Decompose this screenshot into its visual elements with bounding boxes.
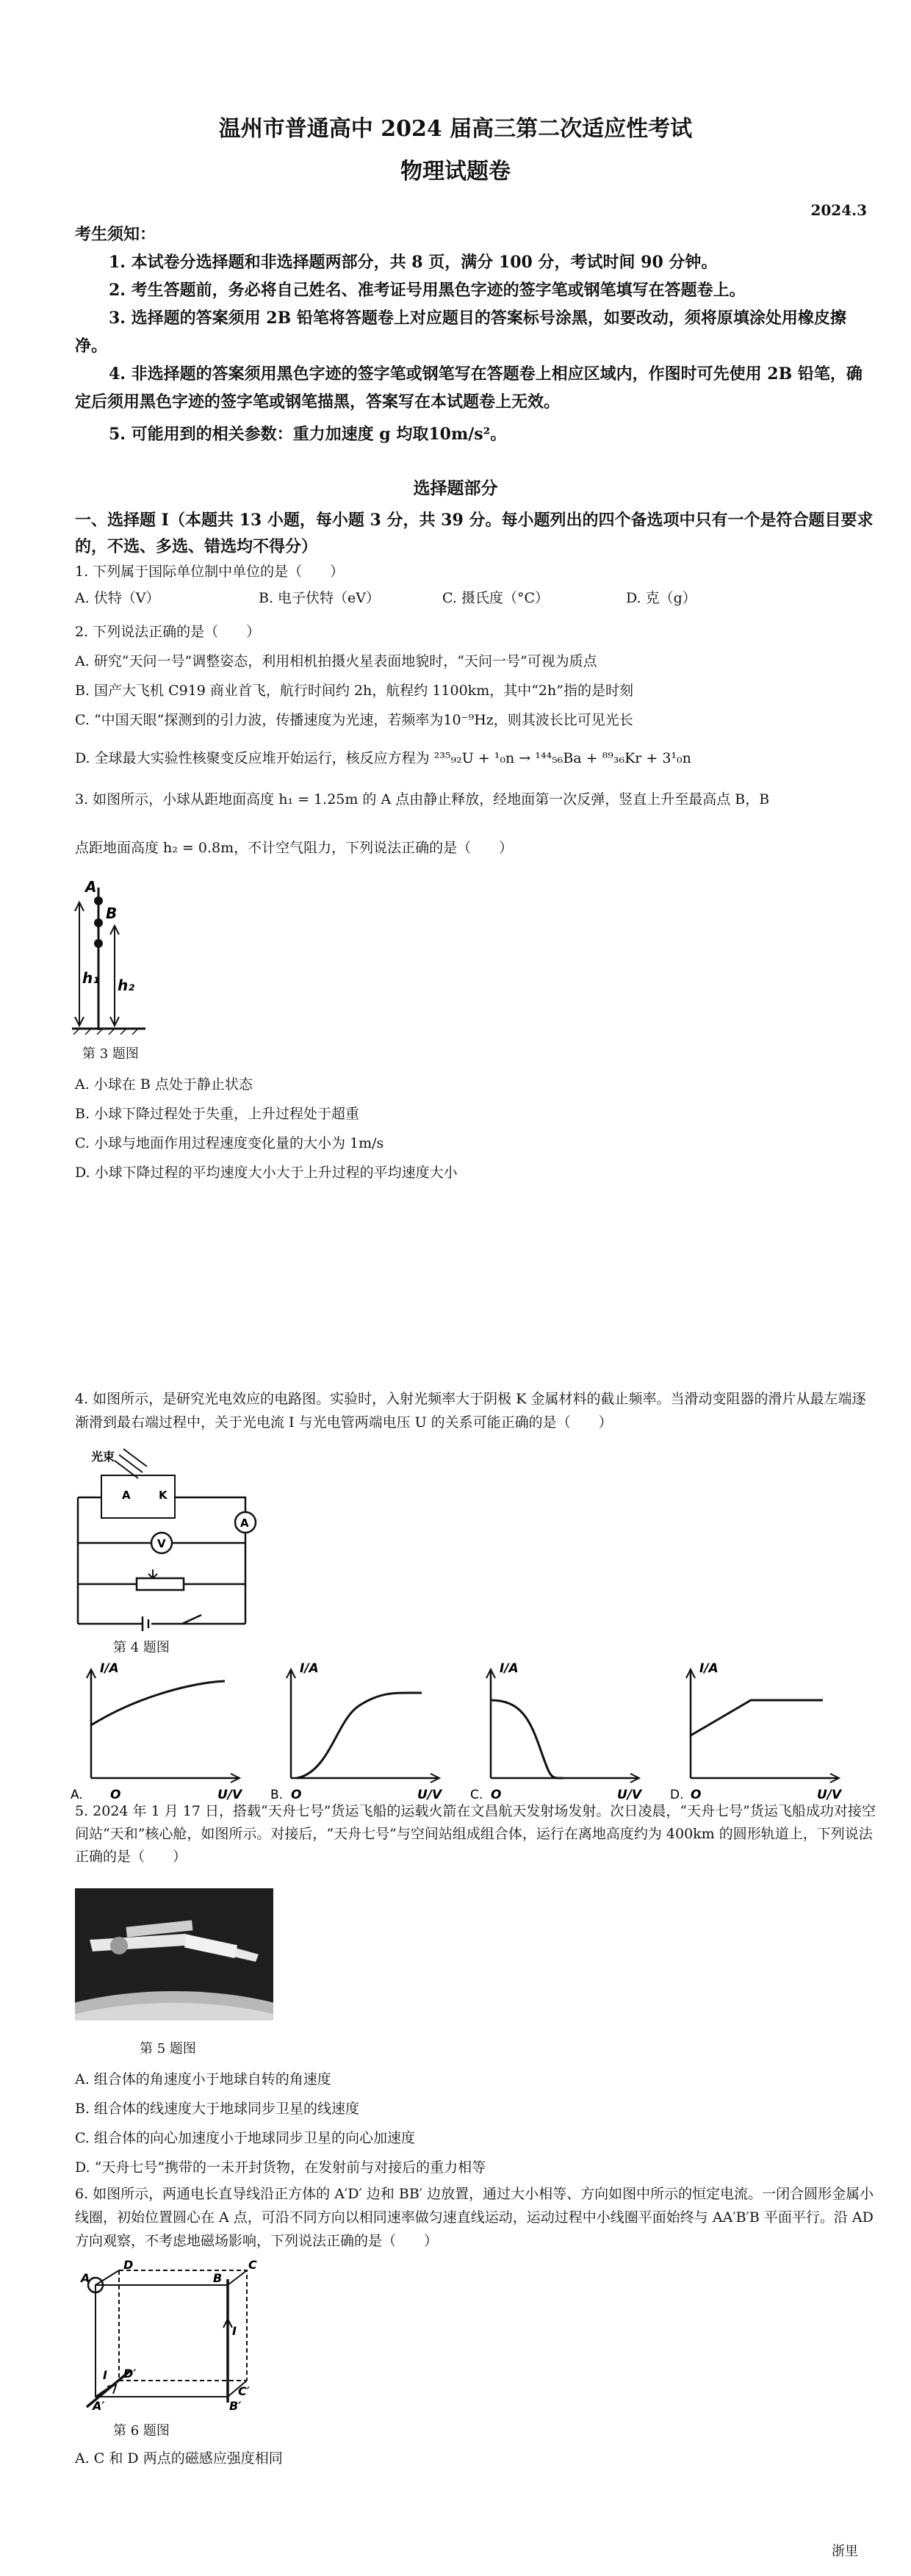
- section-title: 选择题部分: [413, 478, 498, 498]
- current-label: I: [232, 2324, 237, 2338]
- axis-x-label: U/V: [217, 1788, 242, 1802]
- axis-y-label: I/A: [699, 1662, 719, 1676]
- notice-item: 1. 本试卷分选择题和非选择题两部分，共 8 页，满分 100 分，考试时间 90 分钟。: [109, 253, 718, 272]
- axis-y-label: I/A: [300, 1662, 319, 1676]
- question-4: [75, 1387, 876, 1434]
- exam-title: 温州市普通高中 2024 届高三第二次适应性考试: [218, 116, 693, 142]
- option: C. 摄氏度（°C）: [442, 590, 549, 606]
- notice-heading: 考生须知：: [75, 225, 156, 244]
- origin-label: O: [110, 1788, 121, 1802]
- light-rays: [115, 1449, 147, 1478]
- figure-caption: 第 4 题图: [113, 1640, 170, 1655]
- option: B. 组合体的线速度大于地球同步卫星的线速度: [75, 2101, 360, 2117]
- axis-x-label: U/V: [417, 1788, 442, 1802]
- option: B. 小球下降过程处于失重，上升过程处于超重: [75, 1106, 360, 1122]
- ball-a: [94, 896, 103, 905]
- q4-circuit-figure: [72, 1440, 263, 1631]
- ball-b: [94, 918, 103, 927]
- option-letter: B.: [270, 1788, 284, 1802]
- axis-y-label: I/A: [500, 1662, 519, 1676]
- label-cathode: K: [159, 1489, 168, 1502]
- q3-figure: [72, 873, 153, 1036]
- axis-y-label: I/A: [100, 1662, 119, 1676]
- axis-x-label: U/V: [617, 1788, 642, 1802]
- option: A. 伏特（V）: [75, 590, 160, 606]
- graph-d: [670, 1662, 843, 1802]
- label-h1: h₁: [82, 969, 99, 987]
- slider: [148, 1569, 157, 1578]
- rheostat: [137, 1578, 184, 1590]
- option: C. 小球与地面作用过程速度变化量的大小为 1m/s: [75, 1135, 384, 1151]
- option-letter: D.: [670, 1788, 684, 1802]
- voltmeter-label: V: [157, 1537, 166, 1550]
- question-stem: 2. 下列说法正确的是（ ）: [75, 624, 261, 640]
- question-6: [75, 2182, 876, 2253]
- space-station-illustration: [75, 1888, 273, 2021]
- option: B. 国产大飞机 C919 商业首飞，航行时间约 2h，航程约 1100km，其中“2h”指的是时刻: [75, 683, 633, 699]
- option: B. 电子伏特（eV）: [259, 590, 381, 606]
- ball-mid: [94, 939, 103, 948]
- option: D. 全球最大实验性核聚变反应堆开始运行，核反应方程为 ²³⁵₉₂U + ¹₀n → ¹⁴⁴₅₆Ba + ⁸⁹₃₆Kr + 3¹₀n: [75, 750, 691, 766]
- q5-options: [75, 2065, 876, 2182]
- graph-b: [270, 1662, 443, 1802]
- q6-option-a: A. C 和 D 两点的磁感应强度相同: [75, 2450, 283, 2467]
- space-station-photo: [75, 1888, 273, 2021]
- curve-c: [491, 1700, 563, 1778]
- ammeter-label: A: [240, 1517, 249, 1530]
- question-stem: 5. 2024 年 1 月 17 日，搭载“天舟七号”货运飞船的运载火箭在文昌航天发射场发射。次日凌晨，“天舟七号”货运飞船成功对接空间站“天和”核心舱，如图所示。对接后，“天舟七号”与空间站组成组合体，运行在离地高度约为 400km 的圆形轨道上，下列说法正确的是（ ）: [75, 1803, 876, 1865]
- notice-item: 2. 考生答题前，务必将自己姓名、准考证号用黑色字迹的签字笔或钢笔填写在答题卷上。: [109, 281, 746, 300]
- option: A. 小球在 B 点处于静止状态: [75, 1076, 253, 1093]
- option: D. “天舟七号”携带的一未开封货物，在发射前与对接后的重力相等: [75, 2159, 486, 2176]
- option: A. 组合体的角速度小于地球自转的角速度: [75, 2071, 331, 2087]
- exam-subtitle: 物理试题卷: [400, 159, 511, 184]
- option: C. “中国天眼”探测到的引力波，传播速度为光速，若频率为10⁻⁹Hz，则其波长比可见光长: [75, 712, 633, 728]
- vertex-label: B′: [229, 2399, 242, 2413]
- origin-label: O: [491, 1788, 502, 1802]
- notice-item: 5. 可能用到的相关参数：重力加速度 g 均取10m/s²。: [109, 425, 507, 444]
- curve-d: [691, 1700, 823, 1735]
- option: A. 研究“天问一号”调整姿态，利用相机拍摄火星表面地貌时，“天问一号”可视为质点: [75, 653, 597, 669]
- graph-c: [470, 1662, 643, 1802]
- switch-icon: [182, 1615, 201, 1624]
- curve-a: [91, 1681, 225, 1725]
- origin-label: O: [691, 1788, 702, 1802]
- option-letter: C.: [470, 1788, 483, 1802]
- vertex-label: B: [213, 2271, 223, 2285]
- battery-icon: [143, 1616, 148, 1631]
- figure-caption: 第 3 题图: [82, 1046, 139, 1062]
- vertex-label: C: [248, 2260, 257, 2272]
- question-stem: 4. 如图所示，是研究光电效应的电路图。实验时，入射光频率大于阴极 K 金属材料的截止频率。当滑动变阻器的滑片从最左端逐渐滑到最右端过程中，关于光电流 I 与光电管两端电压 U 的关系可能正确的是（ ）: [75, 1391, 866, 1431]
- label-light-beam: 光束: [91, 1450, 115, 1464]
- q6-cube-figure: [73, 2260, 257, 2414]
- question-stem: 1. 下列属于国际单位制中单位的是（ ）: [75, 564, 345, 580]
- q4-graph-options: [71, 1662, 864, 1802]
- notice-block: [75, 220, 876, 448]
- vertex-label: C′: [238, 2384, 250, 2398]
- exam-date: 2024.3: [810, 201, 867, 219]
- notice-item: 4. 非选择题的答案须用黑色字迹的签字笔或钢笔写在答题卷上相应区域内，作图时可先使用 2B 铅笔，确定后须用黑色字迹的签字笔或钢笔描黑，答案写在本试题卷上无效。: [75, 364, 863, 411]
- footer-text: 浙里: [832, 2544, 858, 2559]
- question-stem: 点距地面高度 h₂ = 0.8m，不计空气阻力，下列说法正确的是（ ）: [75, 840, 514, 856]
- vertex-label: D′: [123, 2367, 137, 2381]
- question-1: [75, 561, 876, 608]
- origin-label: O: [291, 1788, 302, 1802]
- question-2: [75, 617, 876, 773]
- label-anode: A: [122, 1489, 131, 1502]
- label-a: A: [85, 878, 97, 896]
- cube-edges: [96, 2270, 247, 2397]
- vertex-label: A: [81, 2271, 90, 2285]
- label-h2: h₂: [118, 976, 134, 994]
- option: D. 小球下降过程的平均速度大小大于上升过程的平均速度大小: [75, 1165, 458, 1181]
- curve-b: [297, 1693, 422, 1778]
- figure-caption: 第 5 题图: [140, 2041, 196, 2057]
- question-stem: 3. 如图所示，小球从距地面高度 h₁ = 1.25m 的 A 点由静止释放，经地面第一次反弹，竖直上升至最高点 B，B: [75, 791, 770, 807]
- graph-a: [71, 1662, 243, 1802]
- current-label: I: [103, 2368, 107, 2382]
- option: D. 克（g）: [626, 590, 696, 606]
- q4-graphs-svg: [71, 1662, 864, 1802]
- circuit-wire: [78, 1497, 245, 1624]
- vertex-label: D: [123, 2260, 134, 2272]
- option-letter: A.: [71, 1788, 83, 1802]
- vertex-label: A′: [93, 2399, 105, 2413]
- figure-caption: 第 6 题图: [113, 2423, 170, 2439]
- question-5: [75, 1800, 876, 1868]
- question-3: [75, 789, 876, 810]
- question-3-stem-cont: [75, 838, 876, 858]
- option: C. 组合体的向心加速度小于地球同步卫星的向心加速度: [75, 2130, 415, 2146]
- label-b: B: [106, 904, 118, 922]
- question-stem: 6. 如图所示，两通电长直导线沿正方体的 A′D′ 边和 BB′ 边放置，通过大小相等、方向如图中所示的恒定电流。一闭合圆形金属小线圈，初始位置圆心在 A 点，可沿不同方向以相同速率做匀速直线运动，运动过程中小线圈平面始终与 AA′B′B 平面平行。沿 AD 方向观察，不考虑地磁场影响，下列说法正确的是（ ）: [75, 2186, 874, 2249]
- part1-instructions: 一、选择题 Ⅰ（本题共 13 小题，每小题 3 分，共 39 分。每小题列出的四个备选项中只有一个是符合题目要求的，不选、多选、错选均不得分）: [75, 511, 874, 556]
- notice-item: 3. 选择题的答案须用 2B 铅笔将答题卷上对应题目的答案标号涂黑，如要改动，须将原填涂处用橡皮擦净。: [75, 309, 846, 356]
- q3-options: [75, 1070, 876, 1187]
- axis-x-label: U/V: [817, 1788, 842, 1802]
